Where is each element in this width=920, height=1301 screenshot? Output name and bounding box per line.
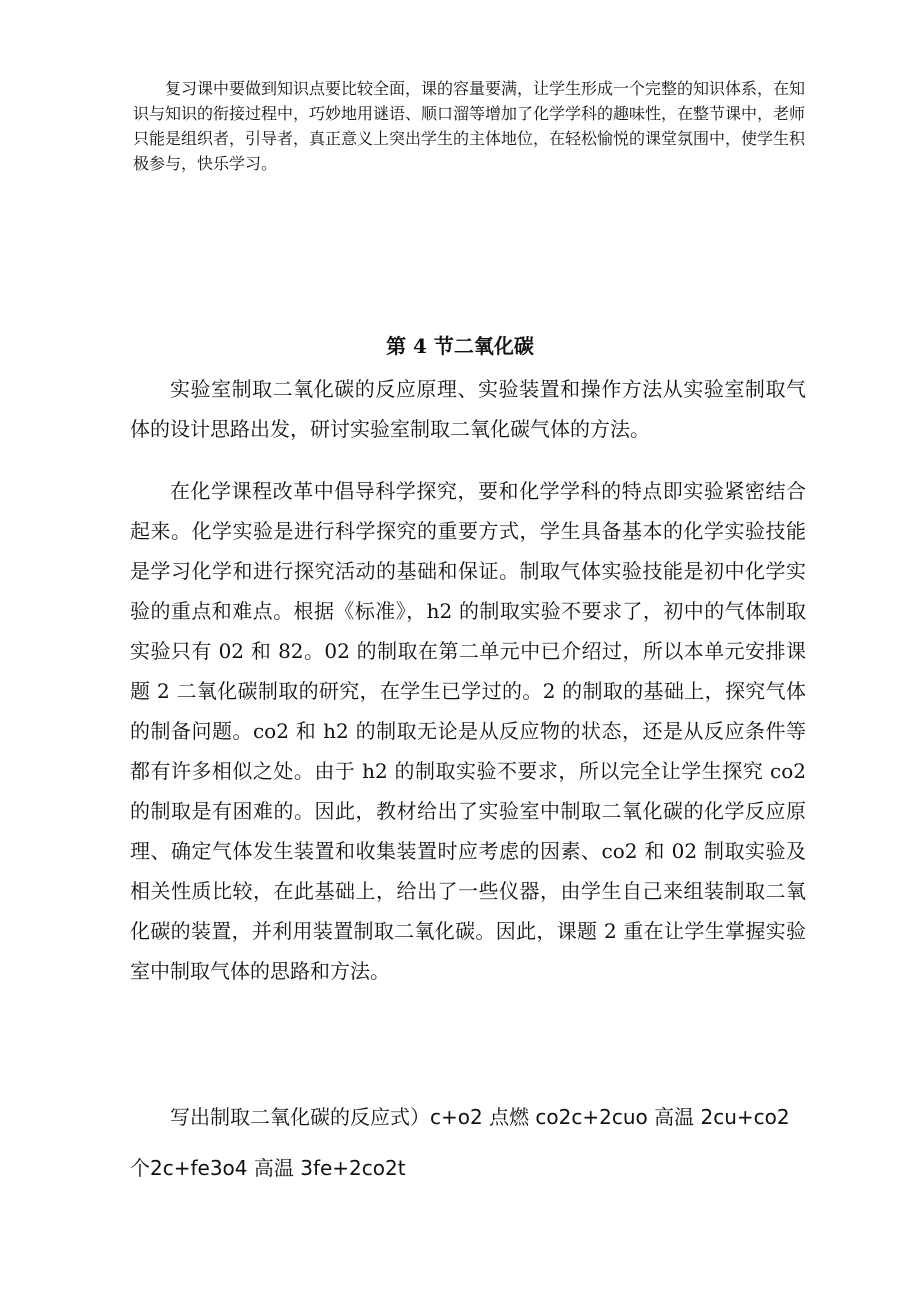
reaction-formula-line-2: 个2c+fe3o4 高温 3fe+2co2t <box>130 1156 406 1180</box>
body-paragraph-2: 在化学课程改革中倡导科学探究，要和化学学科的特点即实验紧密结合起来。化学实验是进行科学探究的重要方式，学生具备基本的化学实验技能是学习化学和进行探究活动的基础和保证。制取气体实验技能是初中化学实验的重点和难点。根据《标准》，h2 的制取实验不要求了，初中的气体制取实验只有 02 和 82。02 的制取在第二单元中已介绍过，所以本单元安排课题 2 二氧化碳制取的研究，在学生已学过的。2 的制取的基础上，探究气体的制备问题。co2 和 h2 的制取无论是从反应物的状态，还是从反应条件等都有许多相似之处。由于 h2 的制取实验不要求，所以完全让学生探究 co2 的制取是有困难的。因此，教材给出了实验室中制取二氧化碳的化学反应原理、确定气体发生装置和收集装置时应考虑的因素、co2 和 02 制取实验及相关性质比较，在此基础上，给出了一些仪器，由学生自己来组装制取二氧化碳的装置，并利用装置制取二氧化碳。因此，课题 2 重在让学生掌握实验室中制取气体的思路和方法。 <box>130 479 806 983</box>
reaction-formula-line-1: 写出制取二氧化碳的反应式）c+o2 点燃 co2c+2cuo 高温 2cu+co2 <box>170 1105 790 1129</box>
intro-paragraph: 复习课中要做到知识点要比较全面，课的容量要满，让学生形成一个完整的知识体系，在知识与知识的衔接过程中，巧妙地用谜语、顺口溜等增加了化学学科的趣味性，在整节课中，老师只能是组织者，引导者，真正意义上突出学生的主体地位，在轻松愉悦的课堂氛围中，使学生积极参与，快乐学习。 <box>133 79 806 173</box>
body-paragraph-1: 实验室制取二氧化碳的反应原理、实验装置和操作方法从实验室制取气体的设计思路出发，研讨实验室制取二氧化碳气体的方法。 <box>130 377 806 441</box>
section-title: 第 4 节二氧化碳 <box>386 334 534 358</box>
